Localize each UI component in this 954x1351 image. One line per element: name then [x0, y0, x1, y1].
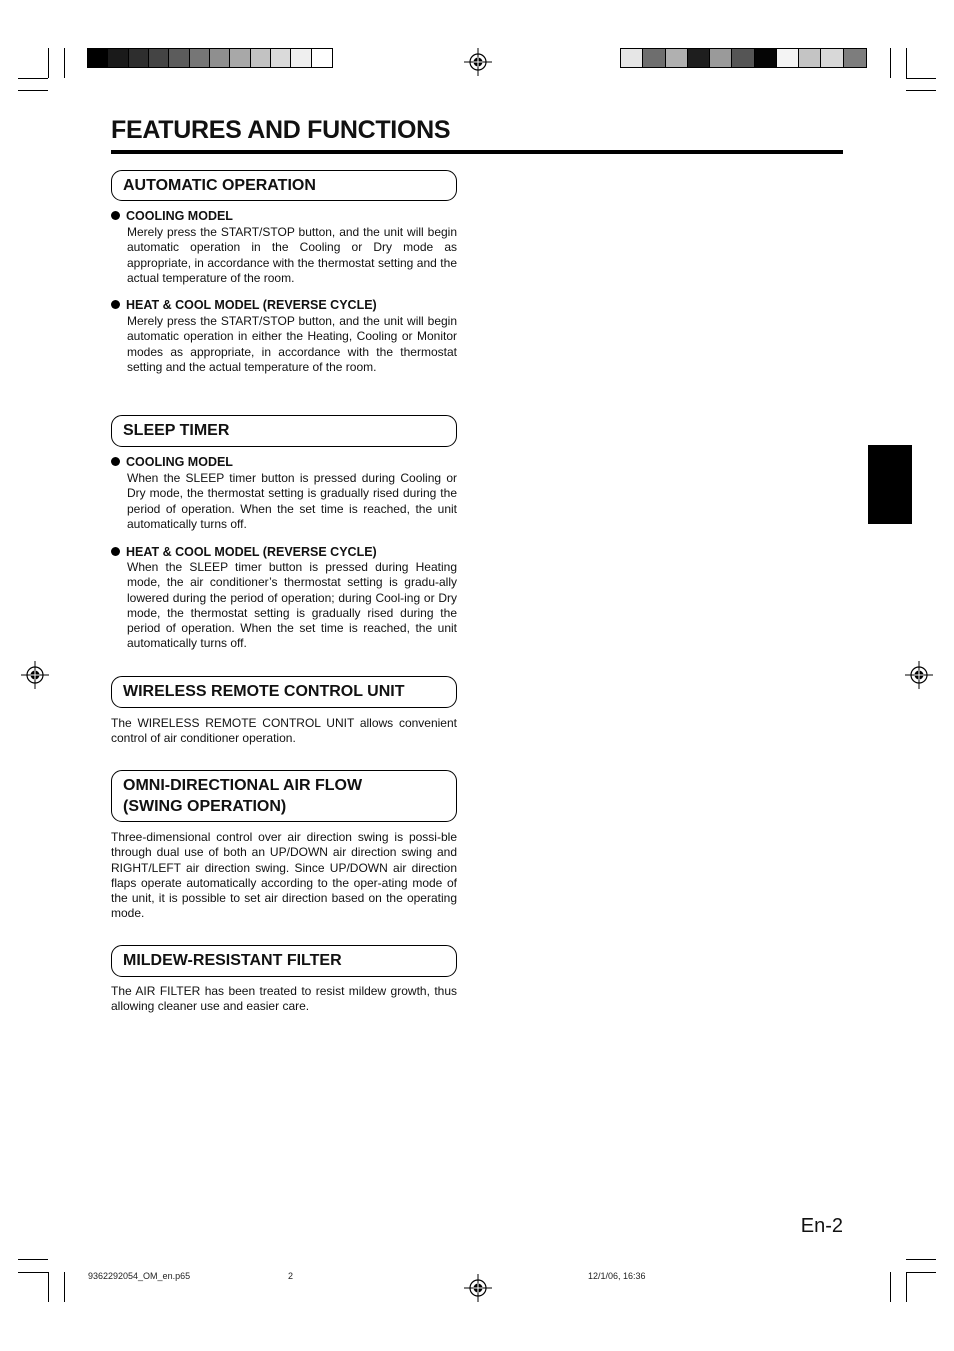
color-swatch [732, 49, 754, 67]
color-swatch [710, 49, 732, 67]
footer-datetime: 12/1/06, 16:36 [588, 1271, 646, 1281]
bullet-label: COOLING MODEL [126, 455, 233, 469]
paragraph: Three-dimensional control over air direction swing is possi-ble through dual use of both an UP/DOWN air direction swing and RIGHT/LEFT air direction swing. Since UP/DOWN air direction flaps operate automatically according to the oper-ating mode of the unit, it is possible to set air direction based on the operating mode. [111, 830, 457, 921]
bullet-heat-cool-model [111, 298, 377, 312]
footer-filename: 9362292054_OM_en.p65 [88, 1271, 191, 1281]
section-heading-text: WIRELESS REMOTE CONTROL UNIT [123, 683, 405, 700]
section-heading-text: MILDEW-RESISTANT FILTER [123, 952, 342, 969]
color-swatch [312, 49, 332, 67]
section-heading-mildew-filter [111, 945, 457, 977]
color-swatch [169, 49, 189, 67]
paragraph: The WIRELESS REMOTE CONTROL UNIT allows convenient control of air conditioner operation. [111, 716, 457, 746]
section-heading-automatic-operation [111, 170, 457, 201]
bullet-cooling-model [111, 455, 233, 469]
color-swatch [251, 49, 271, 67]
color-swatch [688, 49, 710, 67]
color-swatch [821, 49, 843, 67]
color-swatch [190, 49, 210, 67]
color-swatch [271, 49, 291, 67]
footer-sheet-number: 2 [288, 1271, 294, 1281]
bullet-label: HEAT & COOL MODEL (REVERSE CYCLE) [126, 545, 377, 559]
page-title: FEATURES AND FUNCTIONS [111, 116, 451, 144]
color-swatch [149, 49, 169, 67]
section-heading-text: AUTOMATIC OPERATION [123, 177, 316, 194]
section-heading-swing-operation [111, 770, 457, 822]
section-heading-line: (SWING OPERATION) [123, 798, 287, 815]
title-rule [111, 150, 843, 154]
bullet-heat-cool-model [111, 545, 377, 559]
bullet-label: COOLING MODEL [126, 209, 233, 223]
color-swatch [88, 49, 108, 67]
color-swatch [666, 49, 688, 67]
registration-mark-bottom-icon [464, 1274, 492, 1302]
language-tab-marker [868, 445, 912, 524]
bullet-dot-icon [111, 457, 120, 466]
color-swatch [210, 49, 230, 67]
color-swatch [108, 49, 128, 67]
bullet-dot-icon [111, 300, 120, 309]
paragraph: When the SLEEP timer button is pressed during Heating mode, the air conditioner’s thermostat setting is gradu-ally lowered during the period of operation; during Cool-ing or Dry mode, the thermostat setting is gradually rised during the period of operation. When the set time is reached, the unit automatically turns off. [127, 560, 457, 651]
color-swatch [844, 49, 866, 67]
section-heading-sleep-timer [111, 415, 457, 447]
registration-mark-left-icon [21, 661, 49, 689]
color-swatch [291, 49, 311, 67]
bullet-dot-icon [111, 547, 120, 556]
bullet-cooling-model [111, 209, 233, 223]
paragraph: Merely press the START/STOP button, and the unit will begin automatic operation in either the Heating, Cooling or Monitor modes as appropriate, in accordance with the thermostat setting and the actual temperature of the room. [127, 314, 457, 374]
color-swatch [129, 49, 149, 67]
section-heading-line: OMNI-DIRECTIONAL AIR FLOW [123, 777, 363, 794]
color-swatch [230, 49, 250, 67]
left-color-bar [87, 48, 333, 68]
bullet-label: HEAT & COOL MODEL (REVERSE CYCLE) [126, 298, 377, 312]
paragraph: The AIR FILTER has been treated to resist mildew growth, thus allowing cleaner use and easier care. [111, 984, 457, 1014]
bullet-dot-icon [111, 211, 120, 220]
registration-mark-top-icon [464, 48, 492, 76]
color-swatch [799, 49, 821, 67]
page-number: En-2 [800, 1215, 843, 1237]
color-swatch [643, 49, 665, 67]
right-color-bar [620, 48, 867, 68]
color-swatch [755, 49, 777, 67]
paragraph: When the SLEEP timer button is pressed during Cooling or Dry mode, the thermostat setting is gradually rised during the period of operation. When the set time is reached, the unit automatically turns off. [127, 471, 457, 531]
paragraph: Merely press the START/STOP button, and the unit will begin automatic operation in the Cooling or Dry mode as appropriate, in accordance with the thermostat setting and the actual temperature of the room. [127, 225, 457, 285]
section-heading-wireless-remote [111, 676, 457, 708]
color-swatch [777, 49, 799, 67]
color-swatch [621, 49, 643, 67]
registration-mark-right-icon [905, 661, 933, 689]
section-heading-text: SLEEP TIMER [123, 422, 230, 439]
